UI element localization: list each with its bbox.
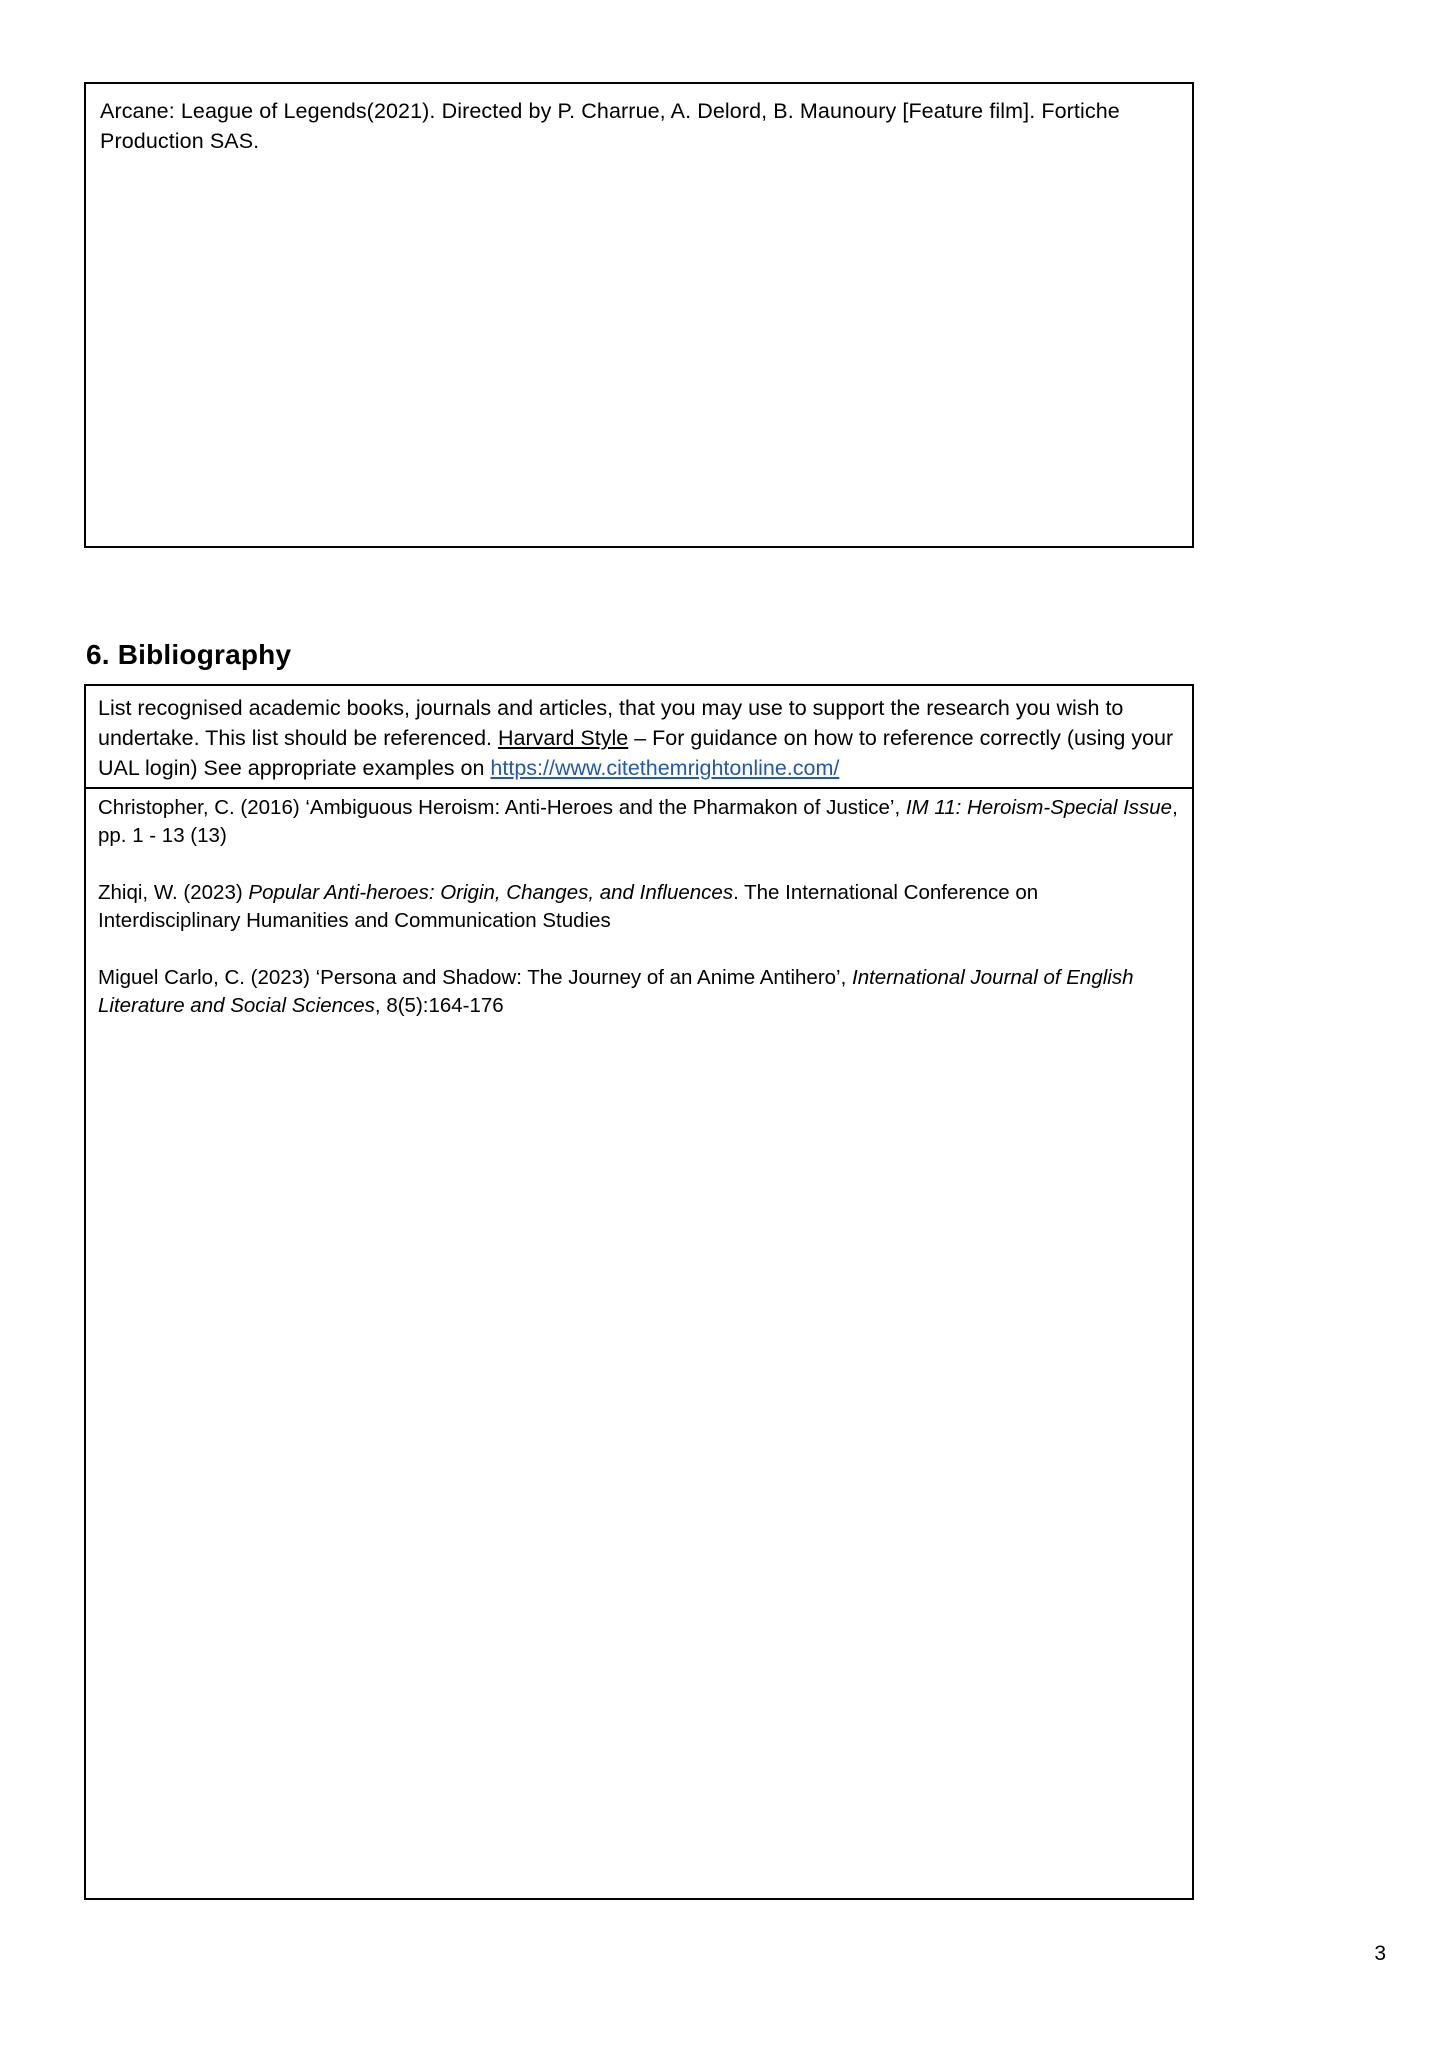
answer-box-text: Arcane: League of Legends(2021). Directed by P. Charrue, A. Delord, B. Maunoury [Feature film]. Fortiche Production SAS. <box>100 99 1120 153</box>
reference-author-year: Miguel Carlo, C. (2023) ‘Persona and Shadow: The Journey of an Anime Antihero’, <box>98 966 852 989</box>
page-number: 3 <box>1374 1942 1386 1965</box>
reference-author-year: Christopher, C. (2016) ‘Ambiguous Heroism: Anti-Heroes and the Pharmakon of Justice’, <box>98 796 906 819</box>
harvard-style-label: Harvard Style <box>497 726 629 750</box>
reference-entry <box>98 794 1182 850</box>
reference-tail: , 8(5):164-176 <box>374 994 504 1017</box>
reference-title-italic: Popular Anti-heroes: Origin, Changes, and Influences <box>248 881 734 904</box>
bibliography-box <box>84 684 1194 1900</box>
reference-entry <box>98 879 1182 935</box>
reference-entry <box>98 964 1182 1020</box>
bibliography-heading: 6. Bibliography <box>86 639 292 670</box>
bibliography-entries <box>86 789 1192 1020</box>
instructions-text-part1: List recognised academic books, journals and articles, that you may use to support the research you wish to undertake. This list should be referenced. <box>98 696 1124 750</box>
answer-box <box>84 82 1194 548</box>
reference-title-italic: IM 11: Heroism-Special Issue <box>905 796 1173 819</box>
bibliography-instructions <box>86 686 1192 789</box>
reference-tail: , pp. 1 - 13 (13) <box>98 796 1178 847</box>
instructions-text-part2: – For guidance on how to reference correctly (using your UAL login) See appropriate examples on <box>98 726 1174 780</box>
reference-tail: . The International Conference on Interdisciplinary Humanities and Communication Studies <box>98 881 1039 932</box>
reference-title-italic: International Journal of English Literature and Social Sciences <box>98 966 1134 1017</box>
reference-author-year: Zhiqi, W. (2023) <box>98 881 249 904</box>
citethemright-link[interactable]: https://www.citethemrightonline.com/ <box>490 756 840 780</box>
